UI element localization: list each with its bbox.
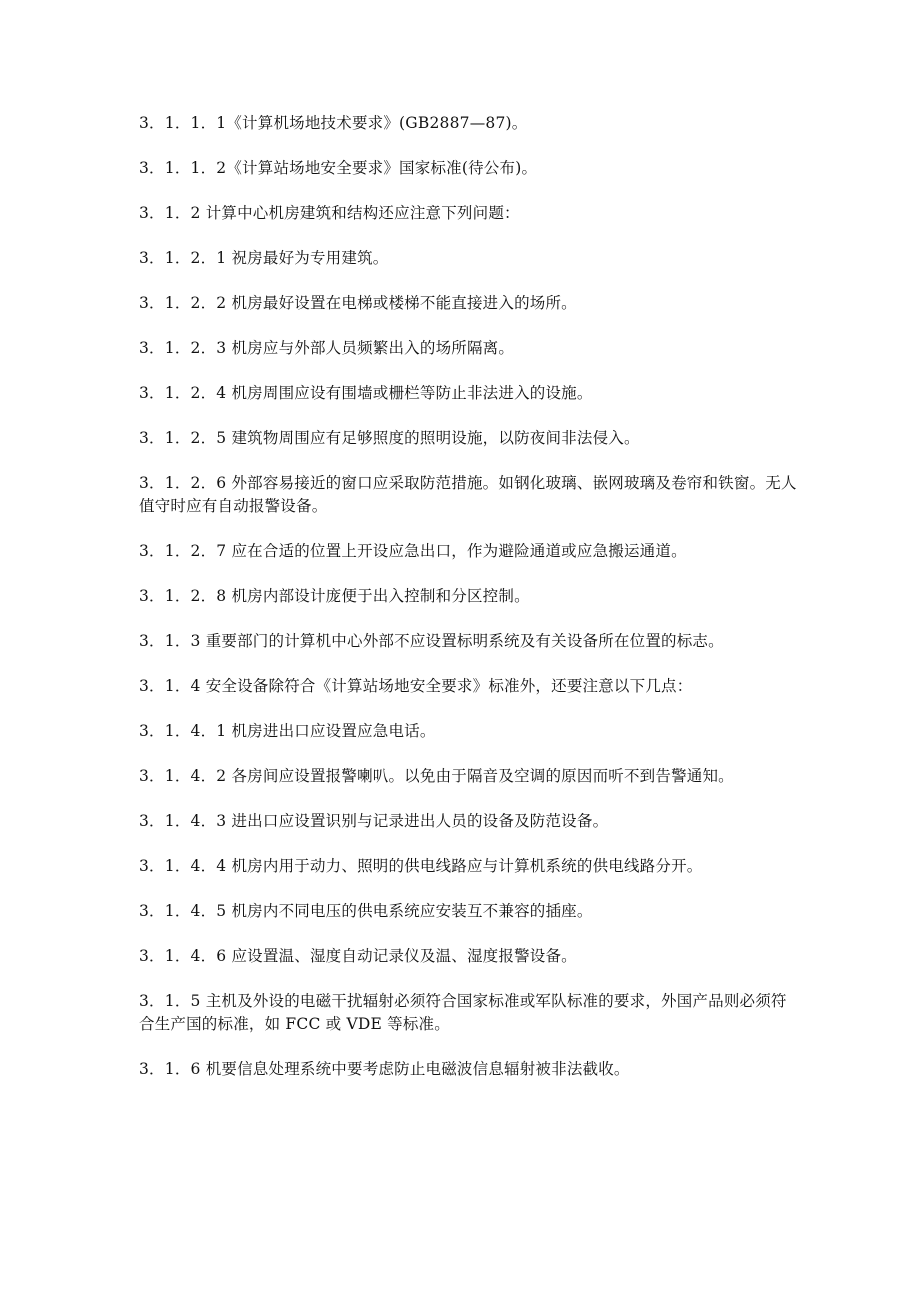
paragraph-3-1-2-8: 3．1．2．8 机房内部设计庞便于出入控制和分区控制。 xyxy=(139,587,530,605)
document-body xyxy=(139,112,799,1103)
paragraph-3-1-2-3: 3．1．2．3 机房应与外部人员频繁出入的场所隔离。 xyxy=(139,339,515,357)
paragraph-3-1-2-2: 3．1．2．2 机房最好设置在电梯或楼梯不能直接进入的场所。 xyxy=(139,294,577,312)
paragraph-3-1-1-2: 3．1．1．2《计算站场地安全要求》国家标准(待公布)。 xyxy=(139,159,538,177)
paragraph-3-1-2-7: 3．1．2．7 应在合适的位置上开设应急出口，作为避险通道或应急搬运通道。 xyxy=(139,542,687,560)
paragraph-3-1-4-3: 3．1．4．3 进出口应设置识别与记录进出人员的设备及防范设备。 xyxy=(139,812,609,830)
paragraph-3-1-4-1: 3．1．4．1 机房进出口应设置应急电话。 xyxy=(139,722,436,740)
paragraph-3-1-2-5: 3．1．2．5 建筑物周围应有足够照度的照明设施，以防夜间非法侵入。 xyxy=(139,429,640,447)
paragraph-3-1-3: 3．1．3 重要部门的计算机中心外部不应设置标明系统及有关设备所在位置的标志。 xyxy=(139,632,724,650)
paragraph-3-1-4: 3．1．4 安全设备除符合《计算站场地安全要求》标准外，还要注意以下几点： xyxy=(139,677,693,695)
paragraph-3-1-5: 3．1．5 主机及外设的电磁干扰辐射必须符合国家标准或军队标准的要求，外国产品则必须符合生产国的标准，如 FCC 或 VDE 等标准。 xyxy=(139,992,787,1033)
paragraph-3-1-2-6: 3．1．2．6 外部容易接近的窗口应采取防范措施。如钢化玻璃、嵌网玻璃及卷帘和铁窗。无人值守时应有自动报警设备。 xyxy=(139,474,797,515)
paragraph-3-1-4-5: 3．1．4．5 机房内不同电压的供电系统应安装互不兼容的插座。 xyxy=(139,902,593,920)
paragraph-3-1-4-4: 3．1．4．4 机房内用于动力、照明的供电线路应与计算机系统的供电线路分开。 xyxy=(139,857,703,875)
paragraph-3-1-4-6: 3．1．4．6 应设置温、湿度自动记录仪及温、湿度报警设备。 xyxy=(139,947,577,965)
paragraph-3-1-2-4: 3．1．2．4 机房周围应设有围墙或栅栏等防止非法进入的设施。 xyxy=(139,384,593,402)
paragraph-3-1-2-1: 3．1．2．1 祝房最好为专用建筑。 xyxy=(139,249,389,267)
paragraph-3-1-6: 3．1．6 机要信息处理系统中要考虑防止电磁波信息辐射被非法截收。 xyxy=(139,1060,630,1078)
paragraph-3-1-2: 3．1．2 计算中心机房建筑和结构还应注意下列问题： xyxy=(139,204,520,222)
paragraph-3-1-1-1: 3．1．1．1《计算机场地技术要求》(GB2887—87)。 xyxy=(139,114,528,132)
paragraph-3-1-4-2: 3．1．4．2 各房间应设置报警喇叭。以免由于隔音及空调的原因而听不到告警通知。 xyxy=(139,767,734,785)
